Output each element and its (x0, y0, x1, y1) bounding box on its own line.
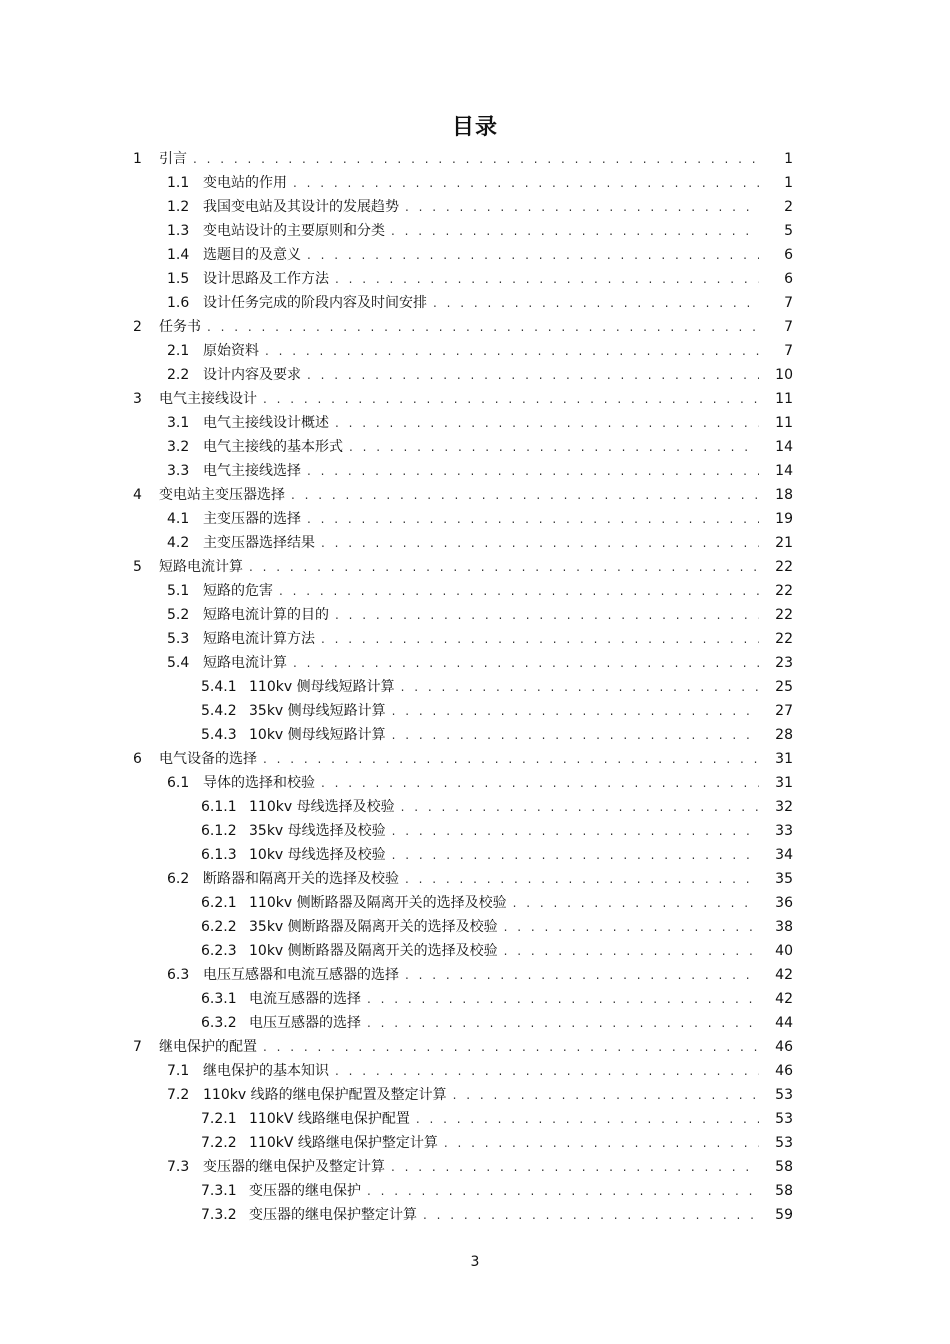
dot-leader (444, 1131, 759, 1155)
dot-leader (423, 1203, 759, 1227)
toc-entry-number: 1.1 (167, 175, 190, 191)
toc-entry-number: 3 (133, 391, 142, 407)
toc-entry-page: 7 (784, 343, 793, 359)
toc-entry[interactable] (167, 219, 793, 243)
dot-leader (307, 507, 759, 531)
dot-leader (321, 627, 759, 651)
toc-entry[interactable] (201, 1107, 793, 1131)
toc-entry-number: 5.4 (167, 655, 190, 671)
toc-entry-label: 继电保护的配置 (159, 1039, 257, 1055)
dot-leader (391, 219, 759, 243)
toc-entry-number: 6.2.2 (201, 919, 237, 935)
toc-entry-page: 42 (775, 967, 793, 983)
dot-leader (293, 651, 759, 675)
toc-entry[interactable] (167, 291, 793, 315)
toc-entry-page: 28 (775, 727, 793, 743)
toc-entry-label: 设计任务完成的阶段内容及时间安排 (203, 295, 427, 311)
toc-entry-page: 11 (775, 391, 793, 407)
toc-entry-label: 变电站主变压器选择 (159, 487, 285, 503)
toc-entry[interactable] (167, 267, 793, 291)
dot-leader (335, 603, 759, 627)
dot-leader (401, 675, 759, 699)
toc-entry[interactable] (167, 459, 793, 483)
dot-leader (504, 939, 759, 963)
toc-entry-page: 22 (775, 631, 793, 647)
toc-entry-page: 18 (775, 487, 793, 503)
dot-leader (307, 459, 759, 483)
toc-entry[interactable] (167, 531, 793, 555)
toc-entry-label: 变压器的继电保护及整定计算 (203, 1159, 385, 1175)
toc-entry[interactable] (167, 603, 793, 627)
toc-entry[interactable] (201, 819, 793, 843)
toc-entry-number: 3.1 (167, 415, 190, 431)
toc-entry-number: 4.2 (167, 535, 190, 551)
toc-entry-number: 6.1.2 (201, 823, 237, 839)
toc-entry-number: 1.3 (167, 223, 190, 239)
toc-entry-page: 22 (775, 559, 793, 575)
toc-entry-page: 42 (775, 991, 793, 1007)
toc-entry-page: 6 (784, 271, 793, 287)
toc-entry-label: 35kv 母线选择及校验 (249, 823, 386, 839)
dot-leader (335, 1059, 759, 1083)
toc-entry-page: 46 (775, 1063, 793, 1079)
toc-entry[interactable] (167, 363, 793, 387)
toc-entry-label: 短路的危害 (203, 583, 273, 599)
toc-entry-label: 电气主接线的基本形式 (203, 439, 343, 455)
toc-entry-number: 1.4 (167, 247, 190, 263)
toc-entry-label: 主变压器的选择 (203, 511, 301, 527)
toc-entry[interactable] (133, 747, 793, 771)
toc-entry-page: 34 (775, 847, 793, 863)
toc-entry[interactable] (167, 651, 793, 675)
dot-leader (391, 1155, 759, 1179)
toc-entry-number: 7.2 (167, 1087, 190, 1103)
toc-entry-number: 6.1.3 (201, 847, 237, 863)
toc-entry[interactable] (167, 963, 793, 987)
toc-entry[interactable] (201, 939, 793, 963)
toc-entry-number: 1 (133, 151, 142, 167)
toc-entry-label: 设计内容及要求 (203, 367, 301, 383)
toc-entry[interactable] (167, 243, 793, 267)
toc-entry-label: 短路电流计算方法 (203, 631, 315, 647)
toc-entry-number: 2 (133, 319, 142, 335)
toc-entry-label: 我国变电站及其设计的发展趋势 (203, 199, 399, 215)
toc-entry-number: 6.3 (167, 967, 190, 983)
dot-leader (335, 411, 759, 435)
toc-entry-number: 2.2 (167, 367, 190, 383)
toc-entry-page: 23 (775, 655, 793, 671)
toc-entry-label: 电流互感器的选择 (249, 991, 361, 1007)
toc-entry[interactable] (167, 339, 793, 363)
toc-entry[interactable] (167, 435, 793, 459)
toc-entry-label: 10kv 侧断路器及隔离开关的选择及校验 (249, 943, 498, 959)
toc-entry[interactable] (201, 1179, 793, 1203)
toc-entry-number: 6.2.3 (201, 943, 237, 959)
toc-entry-number: 7.1 (167, 1063, 190, 1079)
toc-entry-page: 36 (775, 895, 793, 911)
toc-entry-page: 59 (775, 1207, 793, 1223)
toc-entry-number: 5 (133, 559, 142, 575)
toc-entry[interactable] (133, 387, 793, 411)
toc-entry[interactable] (167, 867, 793, 891)
toc-entry[interactable] (201, 987, 793, 1011)
toc-entry[interactable] (201, 675, 793, 699)
toc-entry-number: 5.4.2 (201, 703, 237, 719)
toc-entry[interactable] (133, 483, 793, 507)
toc-entry-page: 53 (775, 1111, 793, 1127)
toc-entry-label: 短路电流计算的目的 (203, 607, 329, 623)
toc-entry-number: 7.3.2 (201, 1207, 237, 1223)
dot-leader (335, 267, 759, 291)
toc-entry[interactable] (133, 147, 793, 171)
toc-entry-number: 4.1 (167, 511, 190, 527)
toc-entry-number: 7.3.1 (201, 1183, 237, 1199)
toc-entry-page: 7 (784, 295, 793, 311)
toc-entry-label: 断路器和隔离开关的选择及校验 (203, 871, 399, 887)
toc-entry-label: 35kv 侧断路器及隔离开关的选择及校验 (249, 919, 498, 935)
toc-entry-page: 31 (775, 751, 793, 767)
dot-leader (504, 915, 759, 939)
toc-entry[interactable] (167, 1083, 793, 1107)
dot-leader (321, 771, 759, 795)
toc-entry-label: 电压互感器的选择 (249, 1015, 361, 1031)
toc-entry[interactable] (133, 555, 793, 579)
toc-entry[interactable] (201, 1011, 793, 1035)
dot-leader (263, 1035, 759, 1059)
toc-entry-number: 7 (133, 1039, 142, 1055)
toc-entry[interactable] (167, 771, 793, 795)
toc-entry-number: 6.1 (167, 775, 190, 791)
dot-leader (263, 387, 759, 411)
toc-entry-number: 6.3.1 (201, 991, 237, 1007)
toc-entry-label: 电压互感器和电流互感器的选择 (203, 967, 399, 983)
toc-entry-page: 58 (775, 1183, 793, 1199)
toc-entry-page: 5 (784, 223, 793, 239)
dot-leader (392, 723, 759, 747)
dot-leader (249, 555, 759, 579)
toc-entry[interactable] (201, 1203, 793, 1227)
toc-entry-label: 主变压器选择结果 (203, 535, 315, 551)
toc-entry-label: 电气主接线设计 (159, 391, 257, 407)
toc-entry[interactable] (167, 1059, 793, 1083)
toc-entry-page: 25 (775, 679, 793, 695)
toc-entry-number: 7.2.2 (201, 1135, 237, 1151)
dot-leader (392, 843, 759, 867)
dot-leader (293, 171, 759, 195)
toc-entry[interactable] (201, 699, 793, 723)
toc-entry-number: 5.4.3 (201, 727, 237, 743)
toc-entry-page: 22 (775, 583, 793, 599)
toc-entry-page: 1 (784, 175, 793, 191)
toc-entry-label: 变压器的继电保护 (249, 1183, 361, 1199)
dot-leader (367, 1179, 759, 1203)
toc-entry[interactable] (201, 915, 793, 939)
toc-entry-page: 32 (775, 799, 793, 815)
toc-entry-page: 38 (775, 919, 793, 935)
dot-leader (207, 315, 759, 339)
toc-entry-page: 40 (775, 943, 793, 959)
toc-entry-label: 110kV 线路继电保护配置 (249, 1111, 410, 1127)
toc-entry[interactable] (201, 891, 793, 915)
toc-entry-number: 6.2 (167, 871, 190, 887)
toc-entry-page: 6 (784, 247, 793, 263)
toc-entry-number: 5.1 (167, 583, 190, 599)
toc-entry-label: 10kv 母线选择及校验 (249, 847, 386, 863)
toc-entry-page: 58 (775, 1159, 793, 1175)
toc-entry-label: 35kv 侧母线短路计算 (249, 703, 386, 719)
toc-entry-number: 1.5 (167, 271, 190, 287)
toc-entry-page: 7 (784, 319, 793, 335)
toc-entry-label: 短路电流计算 (203, 655, 287, 671)
dot-leader (291, 483, 759, 507)
toc-entry-label: 短路电流计算 (159, 559, 243, 575)
toc-entry-number: 5.3 (167, 631, 190, 647)
toc-entry[interactable] (167, 579, 793, 603)
toc-title: 目录 (451, 115, 498, 140)
toc-entry-page: 2 (784, 199, 793, 215)
toc-entry-label: 电气主接线设计概述 (203, 415, 329, 431)
toc-entry-number: 4 (133, 487, 142, 503)
dot-leader (265, 339, 759, 363)
toc-entry-label: 110kv 侧断路器及隔离开关的选择及校验 (249, 895, 507, 911)
toc-entry-page: 10 (775, 367, 793, 383)
toc-entry-number: 5.4.1 (201, 679, 237, 695)
toc-entry-label: 变压器的继电保护整定计算 (249, 1207, 417, 1223)
dot-leader (405, 963, 759, 987)
toc-entry[interactable] (167, 627, 793, 651)
toc-entry[interactable] (133, 1035, 793, 1059)
toc-entry[interactable] (167, 1155, 793, 1179)
toc-entry-label: 变电站设计的主要原则和分类 (203, 223, 385, 239)
toc-entry-label: 继电保护的基本知识 (203, 1063, 329, 1079)
toc-entry[interactable] (167, 195, 793, 219)
toc-entry-label: 原始资料 (203, 343, 259, 359)
dot-leader (349, 435, 759, 459)
toc-entry-number: 6.3.2 (201, 1015, 237, 1031)
dot-leader (307, 243, 759, 267)
toc-entry-label: 导体的选择和校验 (203, 775, 315, 791)
toc-entry-page: 35 (775, 871, 793, 887)
toc-entry[interactable] (201, 723, 793, 747)
toc-entry[interactable] (167, 171, 793, 195)
toc-entry-label: 选题目的及意义 (203, 247, 301, 263)
toc-entry-label: 110kv 侧母线短路计算 (249, 679, 395, 695)
toc-entry[interactable] (201, 795, 793, 819)
toc-entry-number: 6 (133, 751, 142, 767)
toc-entry-number: 2.1 (167, 343, 190, 359)
dot-leader (367, 1011, 759, 1035)
toc-entry-label: 任务书 (159, 319, 201, 335)
toc-entry[interactable] (167, 411, 793, 435)
toc-entry[interactable] (201, 1131, 793, 1155)
toc-entry-page: 22 (775, 607, 793, 623)
toc-entry-page: 27 (775, 703, 793, 719)
toc-entry-page: 53 (775, 1087, 793, 1103)
dot-leader (307, 363, 759, 387)
dot-leader (392, 819, 759, 843)
toc-entry-page: 33 (775, 823, 793, 839)
dot-leader (321, 531, 759, 555)
toc-entry-label: 110kv 线路的继电保护配置及整定计算 (203, 1087, 447, 1103)
toc-entry-page: 21 (775, 535, 793, 551)
toc-entry-page: 19 (775, 511, 793, 527)
toc-entry-number: 7.3 (167, 1159, 190, 1175)
toc-entry-page: 31 (775, 775, 793, 791)
toc-entry-label: 10kv 侧母线短路计算 (249, 727, 386, 743)
toc-entry-number: 3.3 (167, 463, 190, 479)
toc-entry[interactable] (133, 315, 793, 339)
toc-entry-label: 110kv 母线选择及校验 (249, 799, 395, 815)
dot-leader (279, 579, 759, 603)
toc-entry-number: 3.2 (167, 439, 190, 455)
toc-entry-page: 53 (775, 1135, 793, 1151)
toc-entry-number: 1.6 (167, 295, 190, 311)
toc-entry-page: 14 (775, 439, 793, 455)
toc-entry-number: 6.1.1 (201, 799, 237, 815)
toc-entry-number: 7.2.1 (201, 1111, 237, 1127)
toc-entry-page: 11 (775, 415, 793, 431)
dot-leader (453, 1083, 759, 1107)
toc-entry-page: 14 (775, 463, 793, 479)
page-number: 3 (470, 1254, 480, 1270)
dot-leader (367, 987, 759, 1011)
toc-entry-page: 1 (784, 151, 793, 167)
toc-entry-number: 1.2 (167, 199, 190, 215)
dot-leader (416, 1107, 759, 1131)
dot-leader (193, 147, 759, 171)
toc-entry-page: 46 (775, 1039, 793, 1055)
toc-entry-label: 引言 (159, 151, 187, 167)
dot-leader (401, 795, 759, 819)
dot-leader (392, 699, 759, 723)
toc-entry-label: 设计思路及工作方法 (203, 271, 329, 287)
dot-leader (405, 867, 759, 891)
dot-leader (433, 291, 759, 315)
toc-entry[interactable] (201, 843, 793, 867)
dot-leader (513, 891, 759, 915)
toc-entry-page: 44 (775, 1015, 793, 1031)
toc-entry[interactable] (167, 507, 793, 531)
dot-leader (405, 195, 759, 219)
toc-entry-label: 变电站的作用 (203, 175, 287, 191)
toc-entry-number: 5.2 (167, 607, 190, 623)
toc-entry-label: 110kV 线路继电保护整定计算 (249, 1135, 438, 1151)
toc-entry-label: 电气主接线选择 (203, 463, 301, 479)
toc-entry-label: 电气设备的选择 (159, 751, 257, 767)
dot-leader (263, 747, 759, 771)
toc-entry-number: 6.2.1 (201, 895, 237, 911)
